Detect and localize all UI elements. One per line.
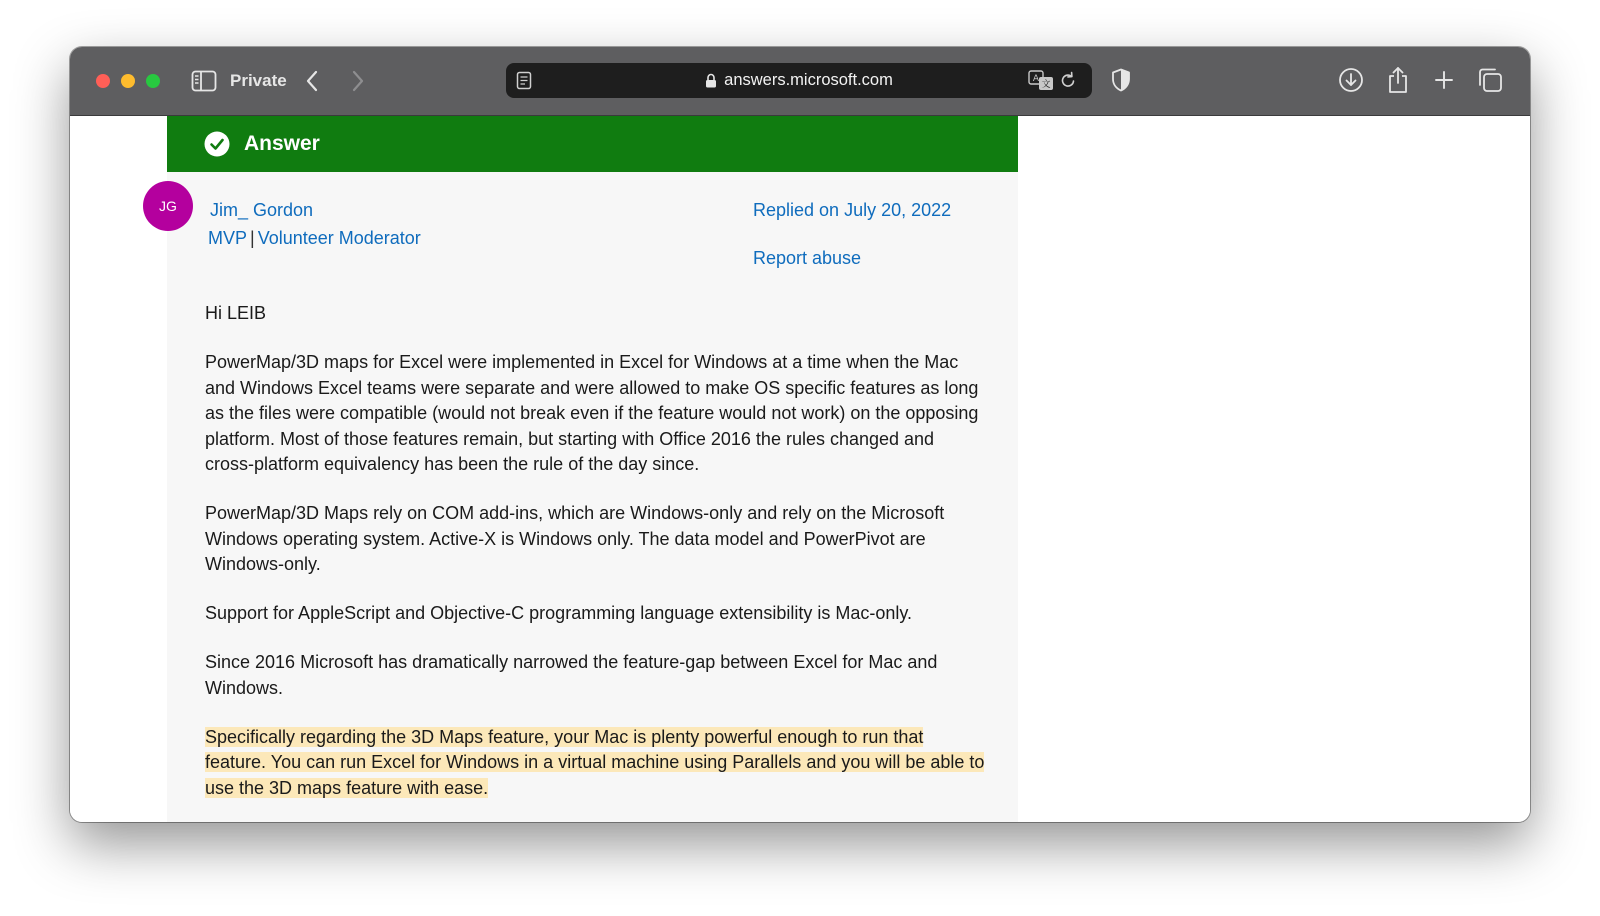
replied-date-link[interactable]: Replied on July 20, 2022 [753,200,952,220]
answer-label: Answer [244,132,320,155]
svg-text:A: A [1032,74,1040,84]
sidebar-icon[interactable] [191,68,217,94]
browser-window [70,47,1530,822]
share-icon[interactable] [1386,65,1410,95]
chevron-left-icon[interactable] [302,68,322,94]
paragraph-highlighted [205,725,985,802]
minimize-window-button[interactable] [121,74,135,88]
role-separator: | [250,228,255,248]
browser-toolbar [70,47,1530,116]
lock-icon [705,73,717,88]
svg-text:文: 文 [1041,80,1051,90]
url-display[interactable] [506,63,1092,98]
author-name-link[interactable]: Jim_ Gordon [210,200,314,220]
download-icon[interactable] [1338,67,1364,93]
paragraph-com-addins: PowerMap/3D Maps rely on COM add-ins, which are Windows-only and rely on the Microsoft Windows operating system. Active-X is Windows only. The data model and PowerPivot are Windows-only. [205,503,945,574]
close-window-button[interactable] [96,74,110,88]
checkmark-circle-icon [204,131,230,157]
role-volunteer-moderator[interactable]: Volunteer Moderator [257,228,421,248]
role-mvp[interactable]: MVP [208,228,248,248]
answer-body [205,301,985,822]
reload-icon[interactable] [1059,71,1077,90]
maximize-window-button[interactable] [146,74,160,88]
paragraph-greeting: Hi LEIB [205,303,267,323]
chevron-right-icon[interactable] [348,68,368,94]
private-mode-label: Private [230,71,287,90]
avatar-initials: JG [159,198,177,214]
shield-icon[interactable] [1110,67,1132,93]
avatar[interactable] [143,181,193,231]
url-text: answers.microsoft.com [724,71,893,89]
paragraph-mac-only: Support for AppleScript and Objective-C programming language extensibility is Mac-only. [205,603,913,623]
highlighted-text: Specifically regarding the 3D Maps feature, your Mac is plenty powerful enough to run that feature. You can run Excel for Windows in a virtual machine using Parallels and you will be able to use the 3D maps feature with ease. [205,726,985,798]
paragraph-history: PowerMap/3D maps for Excel were implemented in Excel for Windows at a time when the Mac and Windows Excel teams were separate and were allowed to make OS specific features as long as the files were compatible (would not break even if the feature would not work) on the opposing platform. Most of those features remain, but starting with Office 2016 the rules changed and cross-platform equivalency has been the rule of the day since. [205,352,979,474]
translate-icon[interactable] [1028,70,1054,91]
author-roles [208,227,421,249]
tabs-icon[interactable] [1477,67,1503,93]
paragraph-feature-gap: Since 2016 Microsoft has dramatically narrowed the feature-gap between Excel for Mac and Windows. [205,652,938,698]
page-content [70,116,1530,822]
address-bar[interactable] [506,63,1092,98]
plus-icon[interactable] [1432,68,1456,92]
answer-banner [167,116,1018,172]
report-abuse-link[interactable]: Report abuse [753,248,862,268]
